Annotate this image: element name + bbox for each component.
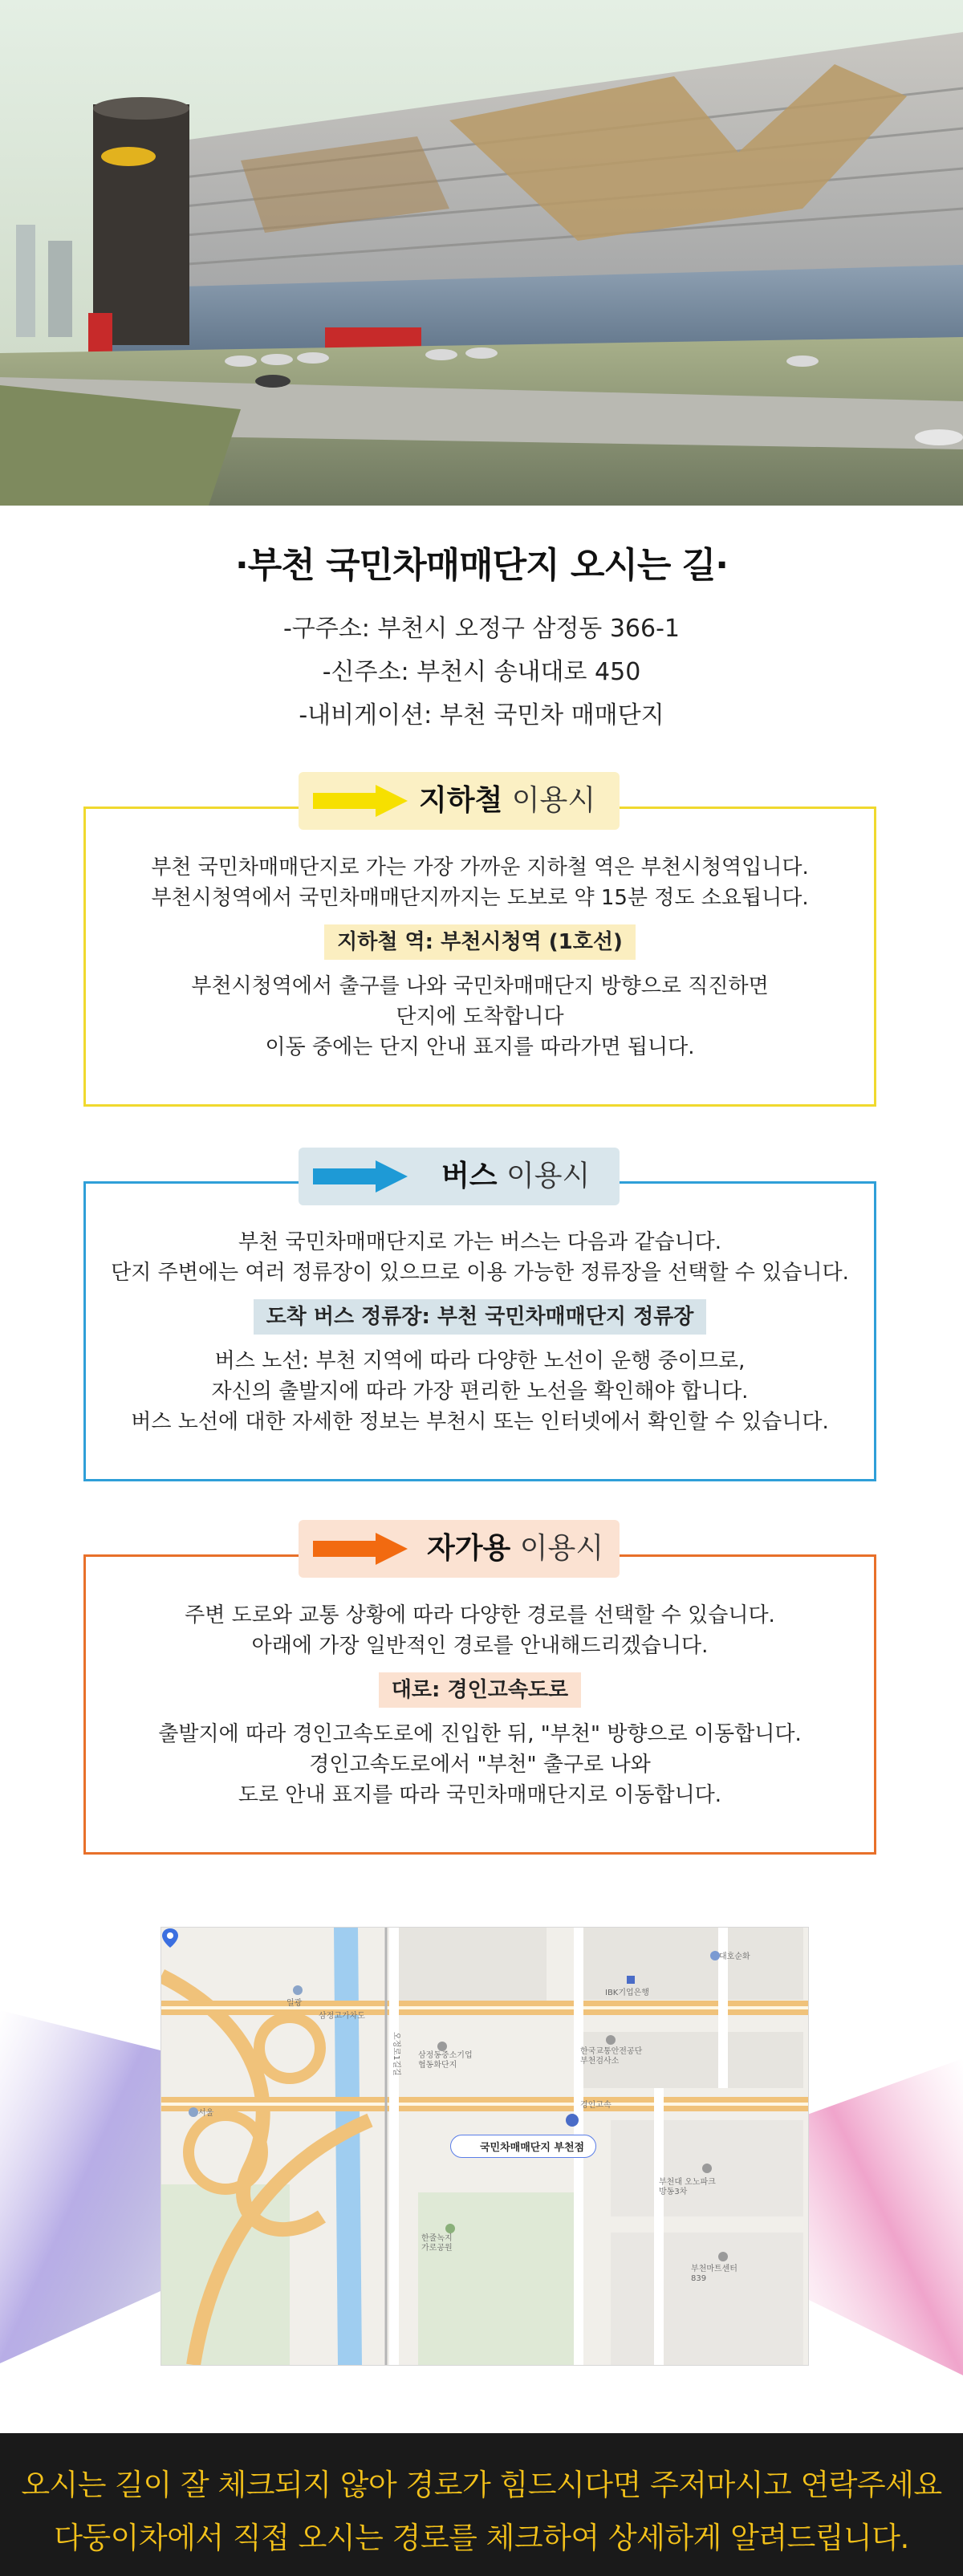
- car-detail: 출발지에 따라 경인고속도로에 진입한 뒤, "부천" 방향으로 이동합니다. 경인고속도로에서 "부천" 출구로 나와 도로 안내 표지를 따라 국민차매매단지로 이동합니다.: [158, 1722, 802, 1807]
- bus-intro: 부천 국민차매매단지로 가는 버스는 다음과 같습니다. 단지 주변에는 여러 정류장이 있으므로 이용 가능한 정류장을 선택할 수 있습니다.: [111, 1230, 849, 1285]
- arrow-right-icon: [313, 785, 409, 817]
- old-address: -구주소: 부천시 오정구 삼정동 366-1: [282, 615, 680, 643]
- map-label-ibk: IBK기업은행: [605, 1989, 650, 1997]
- location-pin-icon[interactable]: [161, 1928, 179, 1948]
- map-label-ilgwang: 일광: [286, 1999, 303, 2008]
- subway-tag-label: 지하철: [419, 784, 503, 817]
- map-label-street: 오정로1길길: [392, 2032, 400, 2076]
- map-section: [0, 1914, 963, 2375]
- map-label-samjeong-bridge: 삼정고가차도: [319, 2012, 365, 2021]
- car-tag: [299, 1520, 620, 1578]
- arrow-right-icon: [313, 1160, 409, 1193]
- car-road-highlight: 대로: 경인고속도로: [379, 1672, 581, 1708]
- subway-detail: 부천시청역에서 출구를 나와 국민차매매단지 방향으로 직진하면 단지에 도착합니다 이동 중에는 단지 안내 표지를 따라가면 됩니다.: [191, 974, 769, 1059]
- contact-footer: [0, 2433, 963, 2576]
- car-info-box: [83, 1554, 876, 1855]
- hero-building-image: [0, 0, 963, 506]
- bus-tag-label: 버스: [441, 1160, 498, 1193]
- car-tag-suffix: 이용시: [510, 1532, 604, 1565]
- subway-info-box: [83, 807, 876, 1107]
- building-illustration: [0, 0, 963, 506]
- map-label-green: 한줄녹지 가로공원: [421, 2234, 453, 2253]
- footer-line-1: 오시는 길이 잘 체크되지 않아 경로가 힘드시다면 주저마시고 연락주세요: [21, 2468, 942, 2502]
- map-pin-label[interactable]: 국민차매매단지 부천점: [450, 2135, 596, 2158]
- subway-tag: [299, 772, 620, 830]
- map-label-highway: 경인고속: [580, 2101, 612, 2110]
- map-label-traffic: 한국교통안전공단 부천검사소: [580, 2047, 643, 2066]
- subway-intro: 부천 국민차매매단지로 가는 가장 가까운 지하철 역은 부천시청역입니다. 부천시청역에서 국민차매매단지까지는 도보로 약 15분 정도 소요됩니다.: [151, 855, 809, 910]
- page-title: ·부천 국민차매매단지 오시는 길·: [235, 545, 728, 586]
- bus-stop-highlight: 도착 버스 정류장: 부천 국민차매매단지 정류장: [254, 1299, 707, 1335]
- bus-detail: 버스 노선: 부천 지역에 따라 다양한 노선이 운행 중이므로, 자신의 출발지에 따라 가장 편리한 노선을 확인해야 합니다. 버스 노선에 대한 자세한 정보는 부천시 또는 인터넷에서 확인할 수 있습니다.: [131, 1349, 829, 1434]
- map-label-park: 부천대 오노파크 방동3차: [659, 2178, 716, 2196]
- new-address: -신주소: 부천시 송내대로 450: [322, 658, 641, 686]
- footer-line-2: 다둥이차에서 직접 오시는 경로를 체크하여 상세하게 알려드립니다.: [54, 2521, 909, 2555]
- car-intro: 주변 도로와 교통 상황에 따라 다양한 경로를 선택할 수 있습니다. 아래에 가장 일반적인 경로를 안내해드리겠습니다.: [185, 1603, 775, 1658]
- bus-tag: [299, 1148, 620, 1205]
- map-label-seoul: 서울: [198, 2109, 214, 2118]
- arrow-right-icon: [313, 1533, 409, 1565]
- subway-station-highlight: 지하철 역: 부천시청역 (1호선): [324, 924, 636, 960]
- bus-tag-suffix: 이용시: [497, 1160, 591, 1193]
- location-map[interactable]: [160, 1927, 809, 2366]
- map-label-bucheon-bank: 부천마트센터 839: [691, 2265, 737, 2283]
- car-tag-label: 자가용: [427, 1532, 511, 1565]
- bus-info-box: [83, 1181, 876, 1481]
- navigation-address: -내비게이션: 부천 국민차 매매단지: [299, 701, 664, 729]
- map-label-samjeong-complex: 삼정동중소기업 협동화단지: [418, 2051, 473, 2070]
- map-label-daeho: 대호순화: [719, 1952, 750, 1961]
- subway-tag-suffix: 이용시: [502, 784, 596, 817]
